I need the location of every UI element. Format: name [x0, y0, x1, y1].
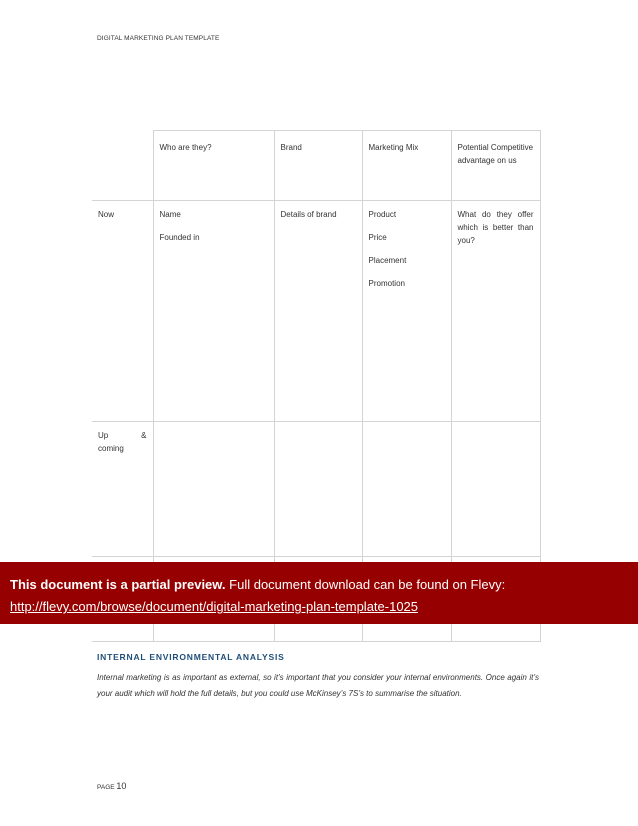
header-cell-who: Who are they? [153, 131, 274, 201]
table-row-upcoming [92, 422, 540, 557]
table-header-row [92, 131, 540, 201]
preview-banner-bold: This document is a partial preview. [10, 577, 226, 592]
preview-banner [0, 562, 638, 624]
section-body: Internal marketing is as important as external, so it’s important that you consider your internal environments. Once again it’s your audit which will hold the full details, but you could use McKinsey’s 7S’s to summarise the situation. [97, 673, 539, 698]
mix-promotion: Promotion [368, 279, 405, 288]
cell-empty [451, 422, 540, 557]
upcoming-label-amp: & [141, 431, 147, 440]
preview-banner-text [10, 577, 505, 592]
cell-advantage: What do they offer which is better than you? [451, 201, 540, 422]
row-label-now: Now [92, 201, 153, 422]
table-row-now [92, 201, 540, 422]
upcoming-label-part1: Up [98, 431, 109, 440]
header-cell-advantage: Potential Competitive advantage on us [451, 131, 540, 201]
cell-empty [362, 422, 451, 557]
mix-product: Product [368, 210, 397, 219]
row-label-upcoming [92, 422, 153, 557]
cell-who [153, 201, 274, 422]
header-cell-marketing-mix: Marketing Mix [362, 131, 451, 201]
page-footer [97, 781, 126, 791]
mix-placement: Placement [368, 256, 407, 265]
cell-empty [274, 422, 362, 557]
cell-brand: Details of brand [274, 201, 362, 422]
who-founded: Founded in [159, 233, 200, 242]
page-label: PAGE [97, 784, 115, 791]
header-cell-brand: Brand [274, 131, 362, 201]
section-title: INTERNAL ENVIRONMENTAL ANALYSIS [97, 652, 285, 662]
preview-banner-link[interactable]: http://flevy.com/browse/document/digital-marketing-plan-template-1025 [10, 599, 419, 614]
cell-marketing-mix [362, 201, 451, 422]
document-header: DIGITAL MARKETING PLAN TEMPLATE [97, 35, 220, 42]
upcoming-label-part2: coming [98, 444, 124, 453]
header-cell-empty [92, 131, 153, 201]
page-number: 10 [116, 781, 127, 791]
mix-price: Price [368, 233, 387, 242]
preview-banner-rest: Full document download can be found on Flevy: [229, 577, 506, 592]
cell-empty [153, 422, 274, 557]
who-name: Name [159, 210, 181, 219]
